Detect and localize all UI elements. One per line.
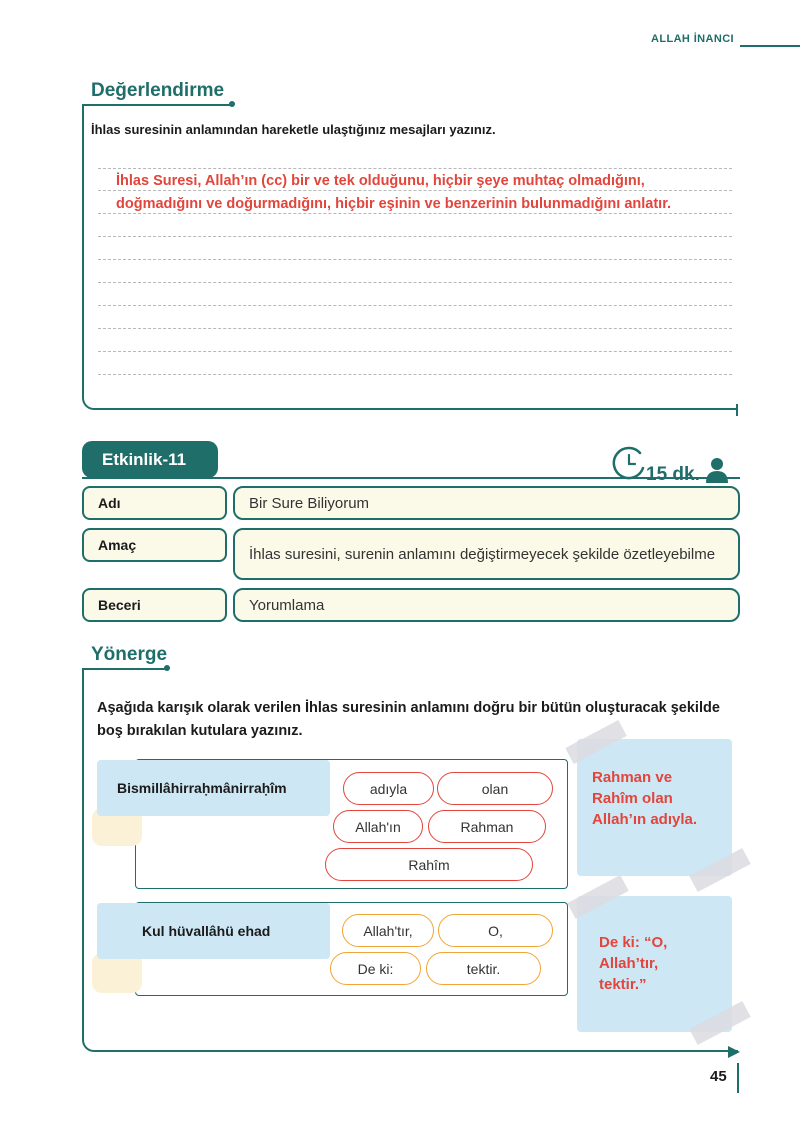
directive-text: Aşağıda karışık olarak verilen İhlas suresinin anlamını doğru bir bütün oluşturacak şekilde boş bırakılan kutulara yazınız.: [97, 700, 720, 739]
activity-tab: Etkinlik-11: [82, 441, 218, 478]
task-label-1: Bismillâhirraḥmânirraḥîm: [97, 760, 330, 816]
row-value-purpose: İhlas suresini, surenin anlamını değiştirmeyecek şekilde özetleyebilme: [233, 528, 740, 580]
word-pill: Rahîm: [325, 848, 533, 881]
word-pill: adıyla: [343, 772, 434, 805]
page-number: 45: [710, 1068, 727, 1085]
evaluation-frame: [82, 104, 738, 410]
writing-line: [98, 168, 732, 169]
duration-label: 15 dk.: [646, 464, 700, 485]
answer-note-1: [577, 739, 732, 876]
evaluation-title: Değerlendirme: [91, 80, 225, 101]
chapter-title-rule: [740, 45, 800, 47]
writing-line: [98, 351, 732, 352]
writing-line: [98, 374, 732, 375]
answer-note-2-text: De ki: “O, Allah’tır, tektir.”: [599, 934, 668, 993]
row-value-skill: Yorumlama: [233, 588, 740, 622]
writing-line: [98, 259, 732, 260]
word-pill: O,: [438, 914, 553, 947]
page-number-bar: [737, 1063, 739, 1093]
writing-line: [98, 305, 732, 306]
answer-note-2: [577, 896, 732, 1032]
word-pill: De ki:: [330, 952, 421, 985]
chapter-title: ALLAH İNANCI: [650, 33, 734, 45]
answer-note-1-text: Rahman ve Rahîm olan Allah’ın adıyla.: [592, 769, 698, 828]
evaluation-frame-arrow-icon: [732, 404, 742, 416]
word-pill: Allah'tır,: [342, 914, 434, 947]
row-label-name: Adı: [82, 486, 227, 520]
row-label-purpose: Amaç: [82, 528, 227, 562]
task-label-tail-2: [92, 953, 142, 993]
evaluation-question: İhlas suresinin anlamından hareketle ulaştığınız mesajları yazınız.: [91, 122, 496, 137]
word-pill: olan: [437, 772, 553, 805]
row-value-name: Bir Sure Biliyorum: [233, 486, 740, 520]
word-pill: Allah'ın: [333, 810, 423, 843]
writing-line: [98, 236, 732, 237]
directive-frame-arrow-icon: [728, 1045, 740, 1059]
row-label-skill: Beceri: [82, 588, 227, 622]
directive-title: Yönerge: [91, 644, 168, 665]
clock-icon: [610, 444, 648, 482]
word-pill: tektir.: [426, 952, 541, 985]
evaluation-answer: İhlas Suresi, Allah’ın (cc) bir ve tek olduğunu, hiçbir şeye muhtaç olmadığını, doğmadığını ve doğurmadığını, hiçbir eşinin ve benzerinin bulunmadığını anlatır.: [116, 173, 672, 212]
word-pill: Rahman: [428, 810, 546, 843]
task-label-2: Kul hüvallâhü ehad: [97, 903, 330, 959]
writing-line: [98, 328, 732, 329]
person-icon: [704, 456, 730, 484]
writing-line: [98, 282, 732, 283]
